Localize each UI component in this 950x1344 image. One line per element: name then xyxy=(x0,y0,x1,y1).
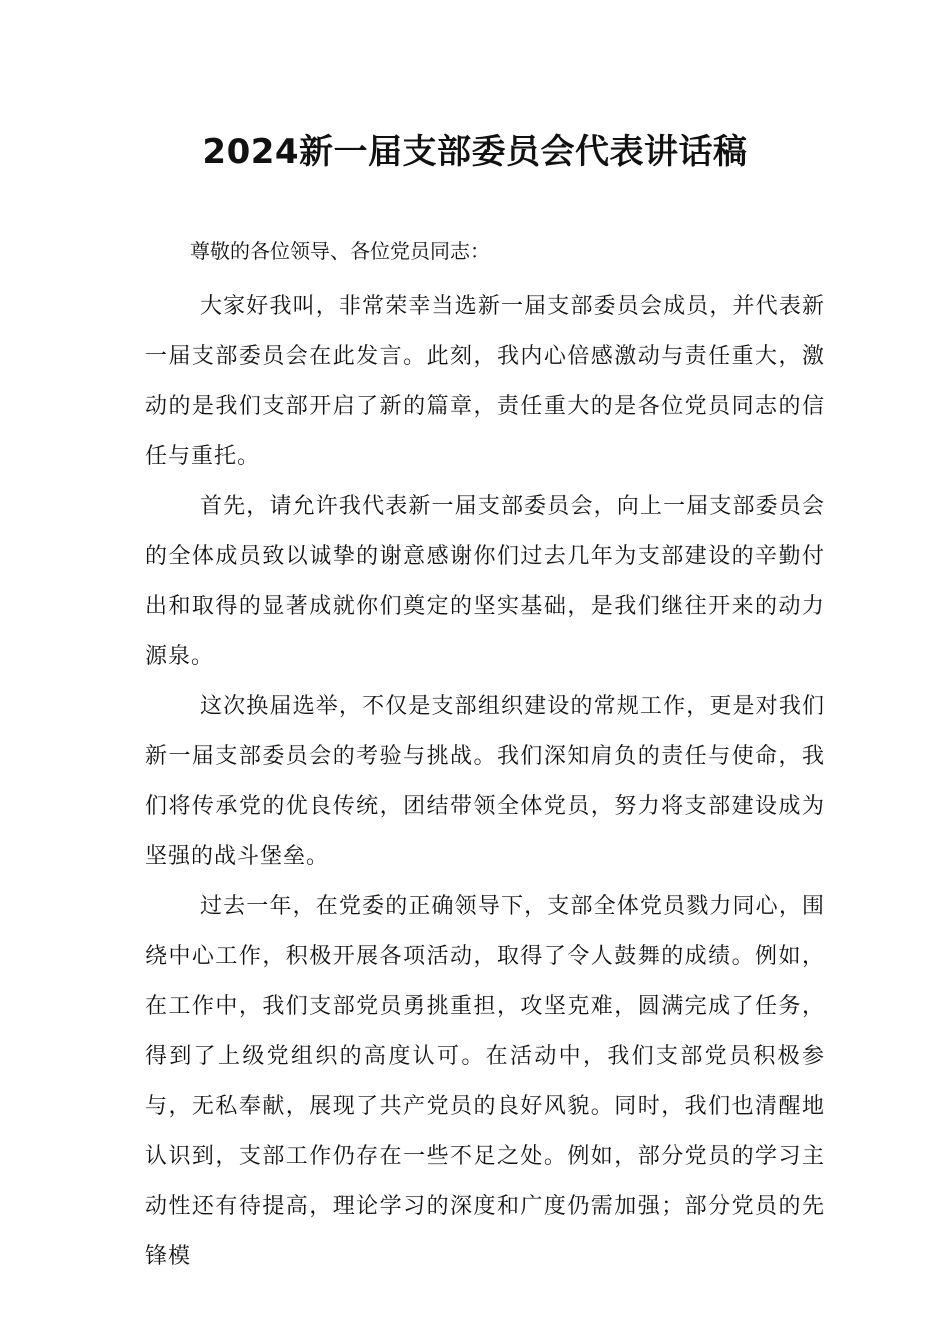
paragraph-1: 大家好我叫，非常荣幸当选新一届支部委员会成员，并代表新一届支部委员会在此发言。此刻，我内心倍感激动与责任重大，激动的是我们支部开启了新的篇章，责任重大的是各位党员同志的信任与重托。 xyxy=(145,294,825,469)
paragraph-2: 首先，请允许我代表新一届支部委员会，向上一届支部委员会的全体成员致以诚挚的谢意感谢你们过去几年为支部建设的辛勤付出和取得的显著成就你们奠定的坚实基础，是我们继往开来的动力源泉。 xyxy=(145,494,825,669)
document-title: 2024新一届支部委员会代表讲话稿 xyxy=(202,132,748,172)
salutation: 尊敬的各位领导、各位党员同志： xyxy=(190,239,490,263)
paragraph-3: 这次换届选举，不仅是支部组织建设的常规工作，更是对我们新一届支部委员会的考验与挑战。我们深知肩负的责任与使命，我们将传承党的优良传统，团结带领全体党员，努力将支部建设成为坚强的战斗堡垒。 xyxy=(145,694,825,869)
paragraph-4: 过去一年，在党委的正确领导下，支部全体党员戮力同心，围绕中心工作，积极开展各项活动，取得了令人鼓舞的成绩。例如，在工作中，我们支部党员勇挑重担，攻坚克难，圆满完成了任务，得到了上级党组织的高度认可。在活动中，我们支部党员积极参与，无私奉献，展现了共产党员的良好风貌。同时，我们也清醒地认识到，支部工作仍存在一些不足之处。例如，部分党员的学习主动性还有待提高，理论学习的深度和广度仍需加强；部分党员的先锋模 xyxy=(145,894,825,1269)
document-body xyxy=(145,232,825,1282)
